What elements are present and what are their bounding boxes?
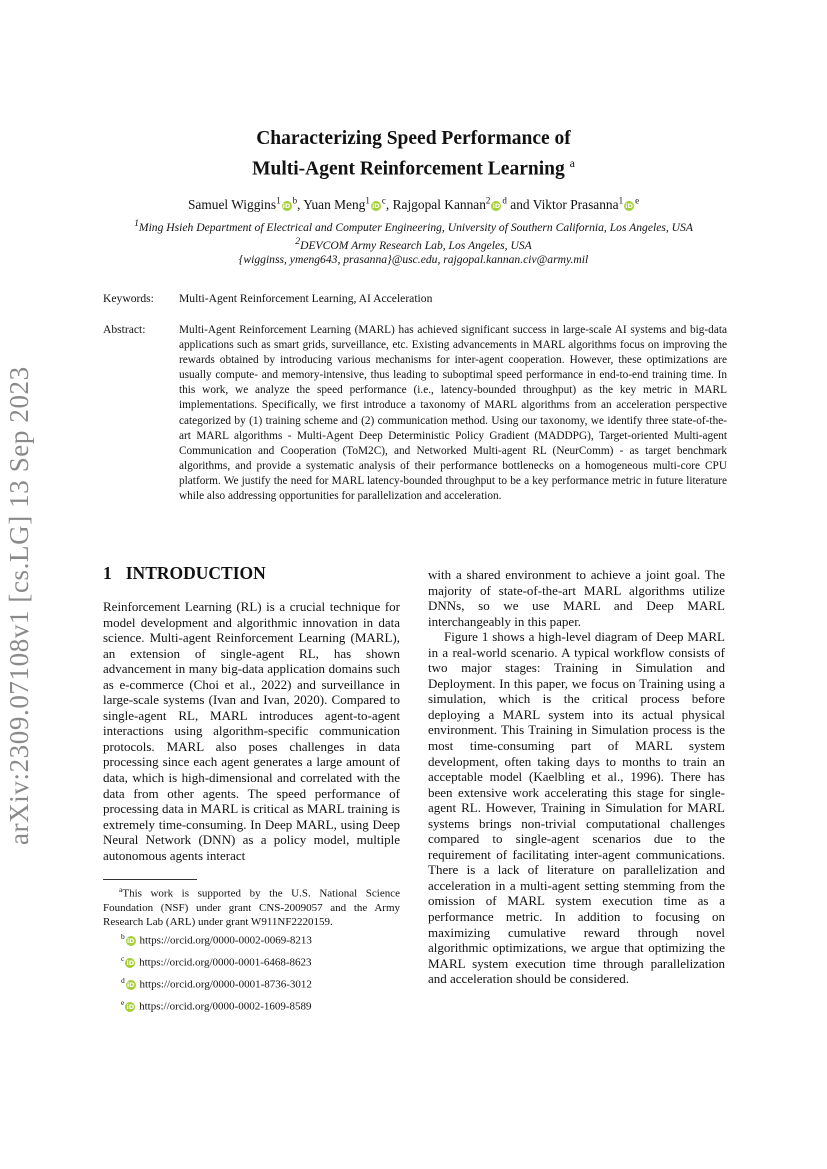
abstract-label: Abstract:	[103, 323, 146, 336]
author	[393, 197, 533, 212]
footnote-mark: d	[121, 976, 125, 985]
affiliation-mark: 1	[276, 196, 281, 206]
footnote-divider	[103, 879, 197, 880]
keywords-text: Multi-Agent Reinforcement Learning, AI Acceleration	[179, 292, 433, 305]
orcid-link[interactable]: https://orcid.org/0000-0001-6468-8623	[139, 956, 312, 969]
orcid-icon[interactable]: iD	[126, 936, 135, 945]
author-name: Viktor Prasanna	[532, 197, 619, 213]
orcid-icon[interactable]: iD	[126, 1002, 135, 1011]
orcid-footnote-mark: c	[381, 196, 386, 206]
orcid-footnote-mark: e	[635, 196, 640, 206]
arxiv-identifier-stamp: arXiv:2309.07108v1 [cs.LG] 13 Sep 2023	[4, 366, 34, 845]
section-number: 1	[103, 563, 112, 583]
affiliation-2	[0, 236, 827, 252]
title-line-1: Characterizing Speed Performance of	[256, 128, 571, 149]
funding-footnote	[103, 883, 400, 930]
footnote-mark: b	[121, 932, 125, 941]
orcid-icon[interactable]: iD	[625, 202, 633, 211]
affiliation-2-text: DEVCOM Army Research Lab, Los Angeles, USA	[300, 238, 532, 252]
footnote-text: This work is supported by the U.S. National Science Foundation (NSF) under grant CNS-2009057 and the Army Research Lab (ARL) under grant W911NF2220159.	[103, 887, 400, 929]
author	[188, 197, 303, 212]
orcid-footnote-mark: d	[502, 196, 507, 206]
author-name: Yuan Meng	[303, 197, 366, 213]
title-footnote-mark: a	[569, 156, 575, 170]
orcid-link[interactable]: https://orcid.org/0000-0002-0069-8213	[139, 934, 312, 947]
orcid-icon[interactable]: iD	[282, 202, 291, 211]
orcid-icon[interactable]: iD	[372, 202, 380, 211]
orcid-footnote	[121, 998, 312, 1013]
left-column	[103, 599, 400, 863]
orcid-footnote-mark: b	[292, 196, 298, 206]
keywords-label: Keywords:	[103, 292, 154, 305]
right-column	[428, 567, 725, 987]
affiliation-mark: 2	[485, 196, 491, 206]
orcid-icon[interactable]: iD	[492, 202, 501, 211]
orcid-link[interactable]: https://orcid.org/0000-0002-1609-8589	[139, 1000, 312, 1013]
orcid-footnote	[121, 976, 312, 991]
footnote-mark: a	[119, 885, 123, 894]
author-separator: ,	[297, 197, 304, 213]
orcid-footnote	[121, 954, 312, 969]
affiliation-1	[0, 218, 827, 234]
affiliation-2-mark: 2	[295, 236, 301, 247]
author-name: Rajgopal Kannan	[392, 197, 486, 213]
paper-title	[0, 127, 827, 182]
title-line-2	[0, 151, 827, 182]
orcid-link[interactable]: https://orcid.org/0000-0001-8736-3012	[139, 978, 312, 991]
paragraph: Figure 1 shows a high-level diagram of Deep MARL in a real-world scenario. A typical workflow consists of two major stages: Training in Simulation and Deployment. In this paper, we focus on Training using a simulation, which is the critical process before deploying a MARL system into its actual physical environment. This Training in Simulation process is the most time-consuming part of MARL system development, often taking days to months to train an acceptable model (Kaelbling et al., 1996). There has been extensive work accelerating this stage for single-agent RL. However, Training in Simulation for MARL systems brings non-trivial computational challenges compared to single-agent scenarios due to the requirement of facilitating inter-agent communications. There is a lack of literature on parallelization and acceleration in a multi-agent setting stemming from the omission of MARL system execution time as a performance metric. In addition to focusing on maximizing cumulative reward through novel algorithmic optimizations, we argue that optimizing the MARL system execution time through parallelization and acceleration should be considered.	[428, 629, 725, 987]
affiliation-1-mark: 1	[134, 218, 139, 229]
footnote-mark: c	[121, 954, 125, 963]
section-title: INTRODUCTION	[125, 563, 266, 583]
footnote-mark: e	[121, 998, 125, 1007]
author	[533, 197, 639, 212]
abstract-text: Multi-Agent Reinforcement Learning (MARL) has achieved significant success in large-scale AI systems and big-data applications such as smart grids, surveillance, etc. Existing advancements in MARL algorithms focus on improving the rewards obtained by introducing various mechanisms for inter-agent cooperation. However, these optimizations are usually compute- and memory-intensive, thus leading to suboptimal speed performance in end-to-end training time. In this work, we analyze the speed performance (i.e., latency-bounded throughput) as the key metric in MARL implementations. Specifically, we first introduce a taxonomy of MARL algorithms from an acceleration perspective categorized by (1) training scheme and (2) communication method. Using our taxonomy, we identify three state-of-the-art MARL algorithms - Multi-Agent Deep Deterministic Policy Gradient (MADDPG), Target-oriented Multi-agent Communication and Cooperation (ToM2C), and Networked Multi-agent RL (NeurComm) - as target benchmark algorithms, and provide a systematic analysis of their performance bottlenecks on a homogeneous multi-core CPU platform. We justify the need for MARL latency-bounded throughput to be a key performance metric in future literature while also addressing opportunities for parallelization and acceleration.	[179, 324, 727, 503]
title-line-2-text: Multi-Agent Reinforcement Learning	[252, 158, 565, 180]
affiliation-1-text: Ming Hsieh Department of Electrical and Computer Engineering, University of Southern California, Los Angeles, USA	[138, 220, 693, 234]
paragraph: with a shared environment to achieve a joint goal. The majority of state-of-the-art MARL algorithms utilize DNNs, so we use MARL and Deep MARL interchangeably in this paper.	[428, 567, 725, 629]
author	[303, 197, 392, 212]
paragraph: Reinforcement Learning (RL) is a crucial technique for model development and algorithmic innovation in data science. Multi-agent Reinforcement Learning (MARL), an extension of single-agent RL, has shown advancement in many big-data application domains such as e-commerce (Choi et al., 2022) and surveillance in large-scale systems (Ivan and Ivan, 2020). Compared to single-agent RL, MARL introduces agent-to-agent interactions using algorithm-specific communication protocols. MARL also poses challenges in data processing since each agent generates a large amount of data, which is high-dimensional and correlated with the data from other agents. The speed performance of processing data in MARL is critical as MARL training is extremely time-consuming. In Deep MARL, using Deep Neural Network (DNN) as a policy model, multiple autonomous agents interact	[103, 599, 400, 863]
author-separator: and	[506, 197, 533, 213]
author-emails: {wigginss, ymeng643, prasanna}@usc.edu, rajgopal.kannan.civ@army.mil	[238, 253, 589, 266]
orcid-icon[interactable]: iD	[126, 980, 135, 989]
author-separator: ,	[385, 197, 393, 213]
author-list	[0, 196, 827, 213]
affiliation-mark: 1	[618, 196, 624, 206]
orcid-footnote	[121, 932, 312, 947]
affiliation-mark: 1	[365, 196, 370, 206]
orcid-icon[interactable]: iD	[126, 958, 135, 967]
section-heading	[103, 563, 266, 584]
author-name: Samuel Wiggins	[187, 197, 277, 213]
